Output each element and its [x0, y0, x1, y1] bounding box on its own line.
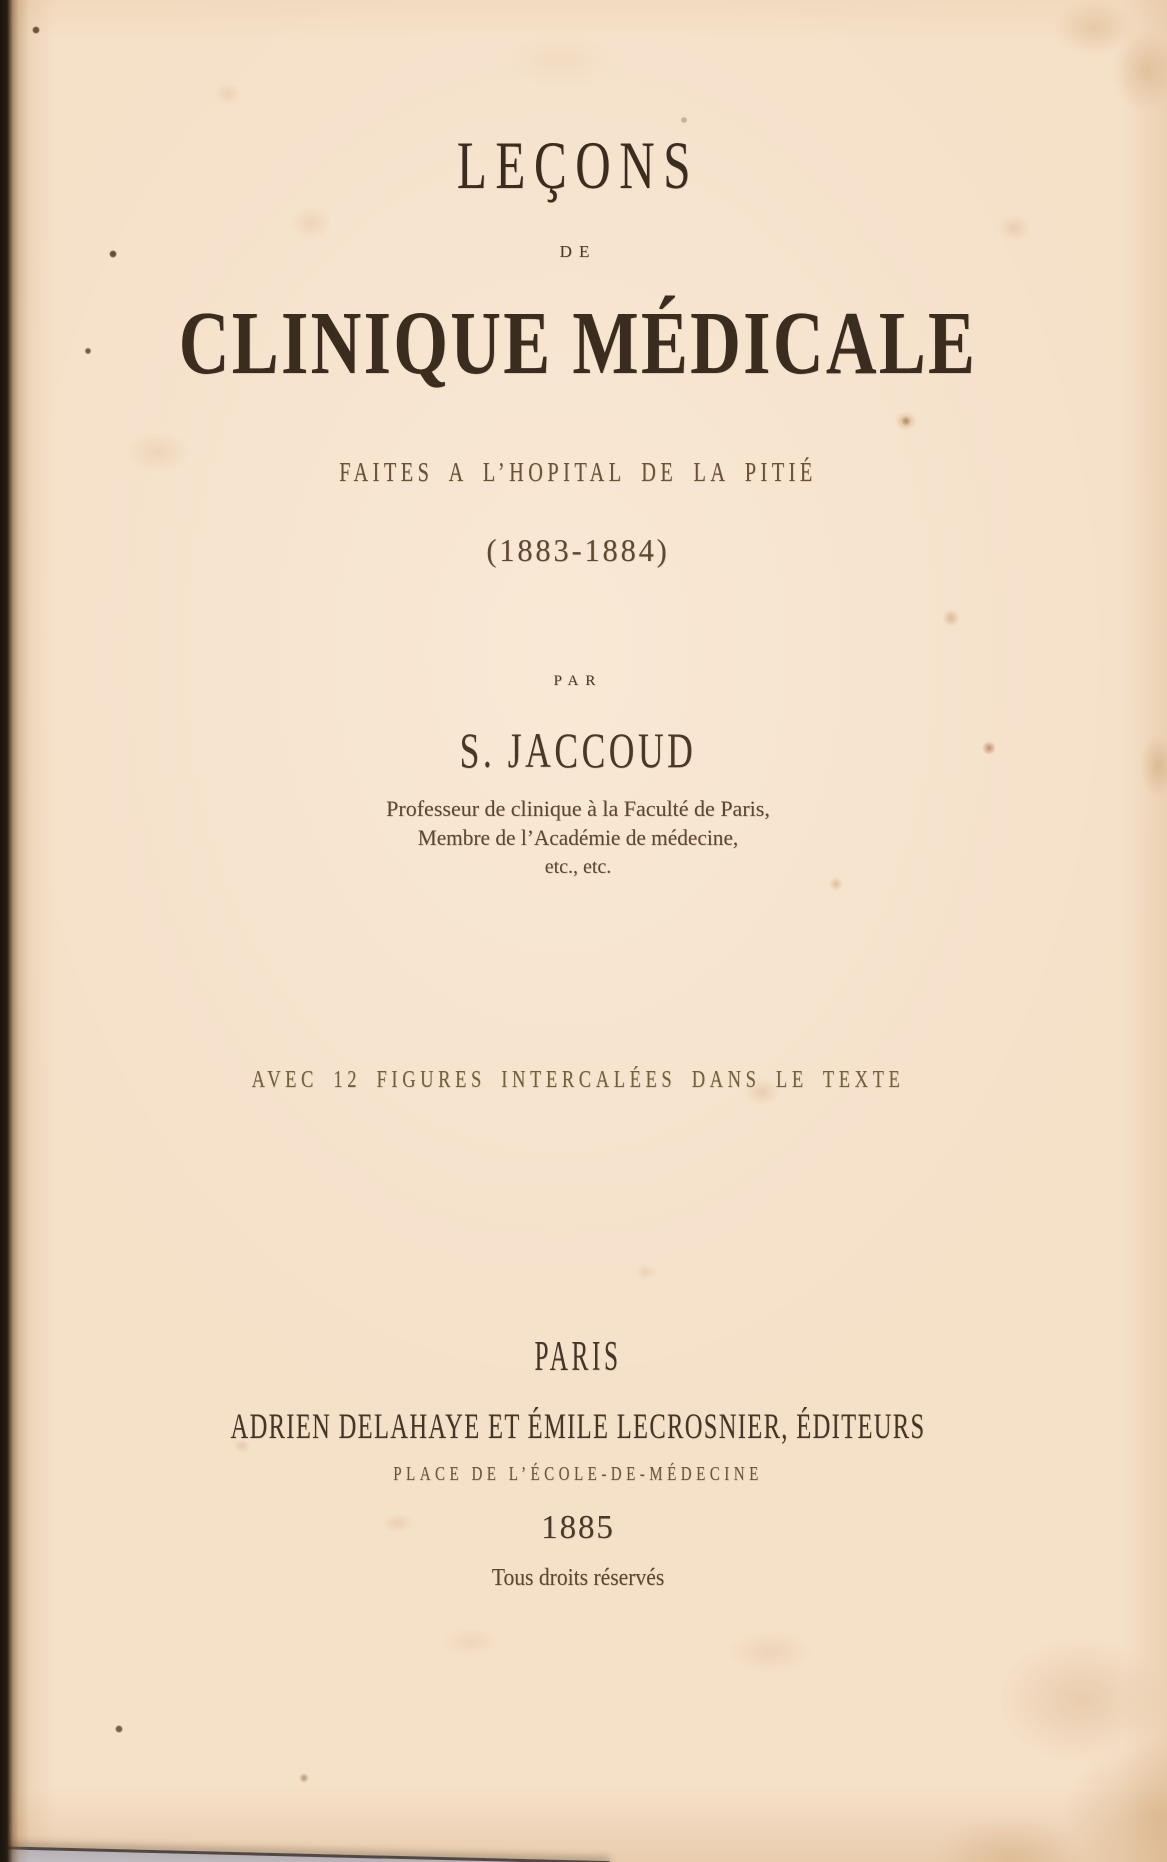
- book-gutter-shadow: [0, 0, 30, 1862]
- byline-label: PAR: [553, 673, 603, 689]
- imprint-publisher: ADRIEN DELAHAYE ET ÉMILE LECROSNIER, ÉDITEURS: [230, 1406, 926, 1446]
- book-title-line1: LEÇONS: [456, 127, 700, 203]
- author-credential-3: etc., etc.: [544, 856, 612, 878]
- author-name: S. JACCOUD: [459, 722, 697, 778]
- figures-note: AVEC 12 FIGURES INTERCALÉES DANS LE TEXTE: [251, 1067, 905, 1093]
- book-subtitle: FAITES A L’HOPITAL DE LA PITIÉ: [339, 457, 817, 487]
- book-title-connector: DE: [559, 242, 597, 261]
- imprint-address: PLACE DE L’ÉCOLE-DE-MÉDECINE: [393, 1463, 763, 1485]
- lecture-years: (1883-1884): [486, 532, 670, 568]
- book-title-line2: CLINIQUE MÉDICALE: [178, 294, 978, 393]
- imprint-city: PARIS: [534, 1334, 622, 1380]
- author-credential-2: Membre de l’Académie de médecine,: [417, 825, 739, 850]
- imprint-year: 1885: [541, 1509, 615, 1546]
- rights-notice: Tous droits réservés: [491, 1565, 665, 1591]
- author-credential-1: Professeur de clinique à la Faculté de Paris,: [386, 796, 770, 821]
